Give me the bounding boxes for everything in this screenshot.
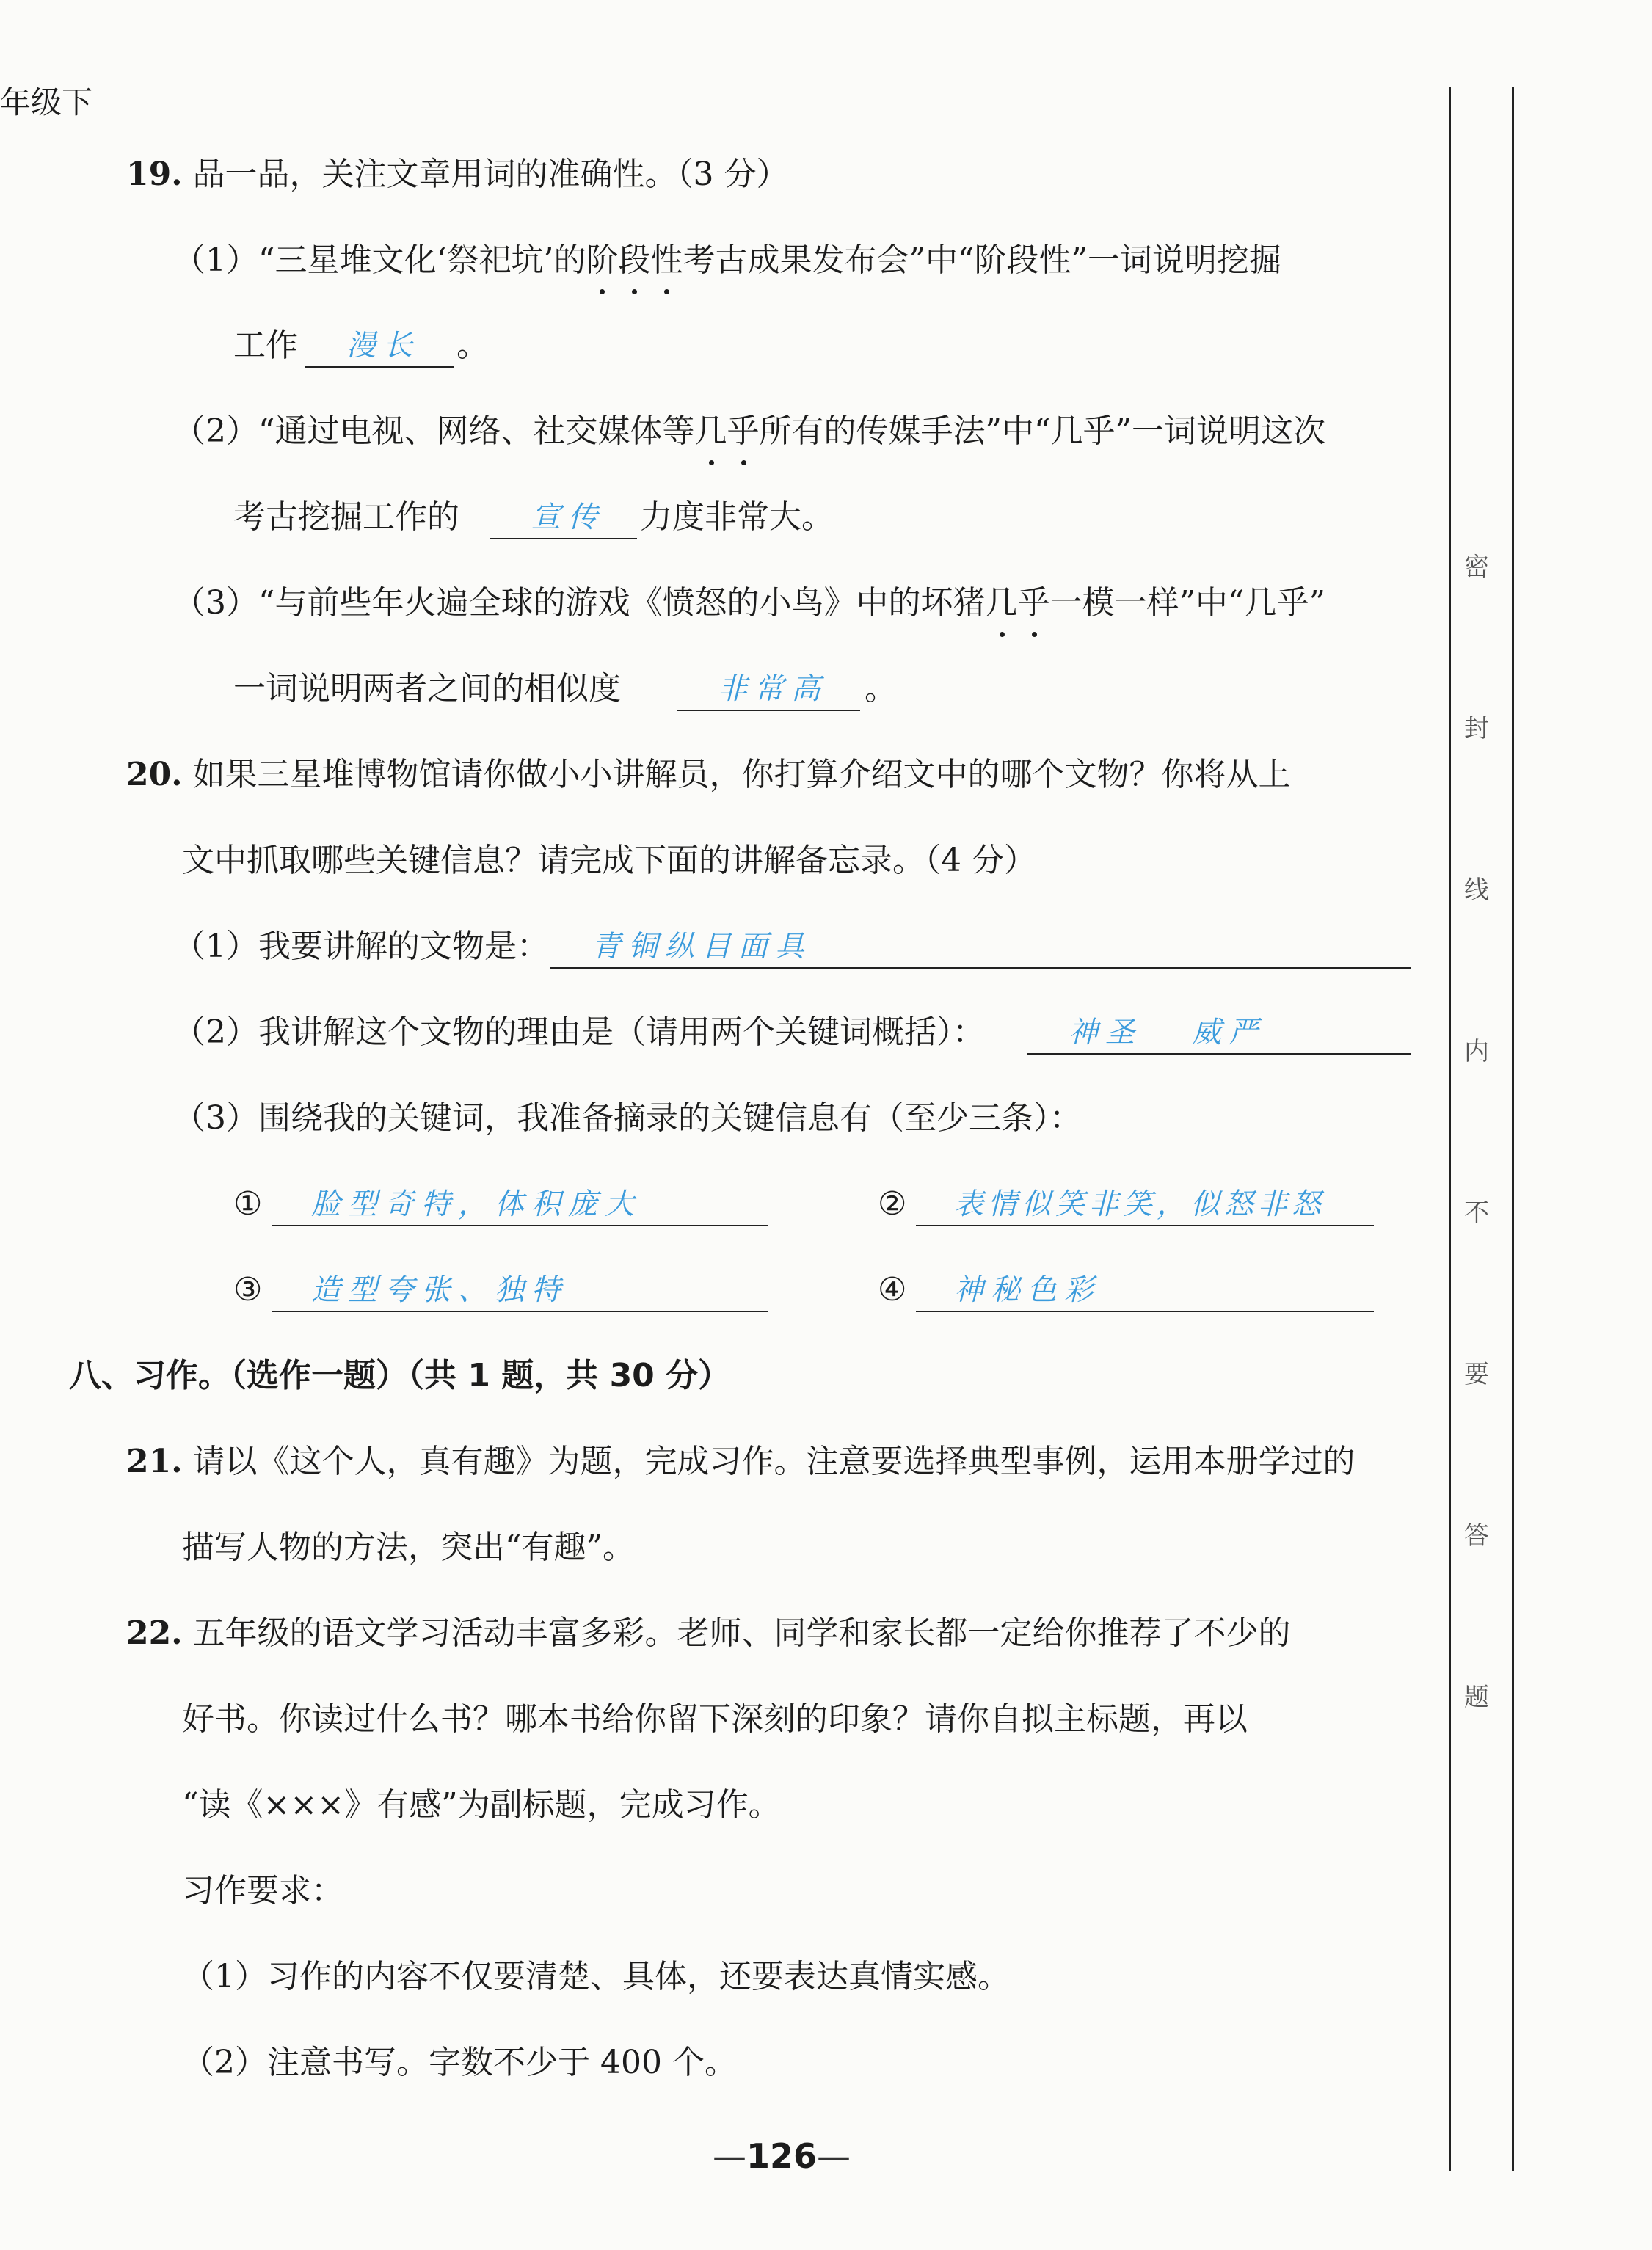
page-number-dash-right: — xyxy=(817,2136,851,2176)
question-text: 如果三星堆博物馆请你做小小讲解员，你打算介绍文中的哪个文物？你将从上 xyxy=(192,756,1291,793)
question-number: 22. xyxy=(126,1614,183,1652)
page-number xyxy=(661,2134,903,2178)
binding-line-outer xyxy=(1512,87,1514,2171)
question-21-line2: 描写人物的方法，突出“有趣”。 xyxy=(182,1529,635,1566)
text: 一模一样”中“几乎” xyxy=(1049,584,1325,622)
q19-part3-line2-suffix: 。 xyxy=(865,670,897,707)
binding-text-char: 题 xyxy=(1464,1683,1489,1712)
question-number: 19. xyxy=(126,156,183,193)
binding-text-char: 密 xyxy=(1464,553,1489,582)
emphasis-char: 几 xyxy=(695,409,727,454)
emphasis-char: 段 xyxy=(618,239,650,283)
q19-part2-line2-suffix: 力度非常大。 xyxy=(640,498,834,536)
question-text: 五年级的语文学习活动丰富多彩。老师、同学和家长都一定给你推荐了不少的 xyxy=(192,1614,1291,1652)
handwritten-answer-item-4: 神秘色彩 xyxy=(954,1273,1101,1307)
q19-part3-line2-prefix: 一词说明两者之间的相似度 xyxy=(233,670,621,707)
binding-text-char: 线 xyxy=(1464,875,1489,905)
handwritten-answer-relic: 青铜纵目面具 xyxy=(592,930,812,964)
text: （1）“三星堆文化‘祭祀坑’的 xyxy=(173,241,586,279)
section-8-title: 八、习作。（选作一题）（共 1 题，共 30 分） xyxy=(69,1357,731,1394)
emphasis-char: 阶 xyxy=(586,239,618,283)
handwritten-answer-2: 宣传 xyxy=(531,500,605,534)
writing-requirement-2: （2）注意书写。字数不少于 400 个。 xyxy=(182,2044,737,2081)
page-number-text: 126 xyxy=(746,2136,818,2176)
page-number-dash-left: — xyxy=(712,2136,746,2176)
emphasis-char: 乎 xyxy=(727,409,760,454)
handwritten-answer-1: 漫长 xyxy=(346,329,420,363)
q19-part2-line2-prefix: 考古挖掘工作的 xyxy=(233,498,459,536)
emphasis-char: 乎 xyxy=(1018,581,1050,625)
q19-part1-line2-prefix: 工作 xyxy=(233,327,298,364)
question-text: 品一品，关注文章用词的准确性。（3 分） xyxy=(192,156,789,193)
question-20-line2: 文中抓取哪些关键信息？请完成下面的讲解备忘录。（4 分） xyxy=(182,842,1036,879)
binding-text-char: 答 xyxy=(1464,1521,1489,1551)
emphasis-char: 性 xyxy=(650,239,683,283)
question-text: 请以《这个人，真有趣》为题，完成习作。注意要选择典型事例，运用本册学过的 xyxy=(192,1443,1356,1480)
question-number: 20. xyxy=(126,756,183,793)
q19-part1-line1 xyxy=(173,239,1281,283)
binding-text-char: 封 xyxy=(1464,714,1489,743)
header-grade-label: 年级下 xyxy=(0,84,93,120)
writing-requirements-title: 习作要求： xyxy=(182,1872,343,1909)
binding-text-char: 内 xyxy=(1464,1037,1489,1066)
question-21-line1 xyxy=(126,1440,1356,1484)
question-number: 21. xyxy=(126,1443,183,1480)
q20-sub3-label: （3）围绕我的关键词，我准备摘录的关键信息有（至少三条）： xyxy=(173,1099,1082,1137)
writing-requirement-1: （1）习作的内容不仅要清楚、具体，还要表达真情实感。 xyxy=(182,1958,1010,1995)
item-mark-3: ③ xyxy=(233,1271,263,1308)
question-22-line1 xyxy=(126,1612,1291,1656)
q19-part2-line1 xyxy=(173,409,1325,454)
q19-part3-line1 xyxy=(173,581,1325,625)
text: 所有的传媒手法”中“几乎”一词说明这次 xyxy=(759,412,1325,450)
q20-sub2-label: （2）我讲解这个文物的理由是（请用两个关键词概括）： xyxy=(173,1013,985,1051)
text: 考古成果发布会”中“阶段性”一词说明挖掘 xyxy=(683,241,1281,279)
question-20-line1 xyxy=(126,753,1291,797)
text: （2）“通过电视、网络、社交媒体等 xyxy=(173,412,695,450)
handwritten-answer-reason: 神圣 威严 xyxy=(1069,1016,1266,1049)
item-mark-1: ① xyxy=(233,1185,263,1223)
handwritten-answer-item-3: 造型夸张、独特 xyxy=(311,1273,568,1307)
question-22-line2: 好书。你读过什么书？哪本书给你留下深刻的印象？请你自拟主标题，再以 xyxy=(182,1700,1248,1738)
item-mark-2: ② xyxy=(878,1185,907,1223)
q20-sub1-label: （1）我要讲解的文物是： xyxy=(173,928,549,965)
emphasis-char: 几 xyxy=(986,581,1018,625)
handwritten-answer-item-2: 表情似笑非笑，似怒非怒 xyxy=(954,1187,1325,1221)
q19-part1-line2-suffix: 。 xyxy=(456,327,489,364)
question-19-title xyxy=(126,153,789,197)
binding-text-char: 不 xyxy=(1464,1198,1489,1228)
item-mark-4: ④ xyxy=(878,1271,907,1308)
binding-line-inner xyxy=(1449,87,1451,2171)
handwritten-answer-item-1: 脸型奇特，体积庞大 xyxy=(311,1187,641,1221)
question-22-line3: “读《×××》有感”为副标题，完成习作。 xyxy=(182,1786,781,1824)
binding-text-char: 要 xyxy=(1464,1360,1489,1389)
handwritten-answer-3: 非常高 xyxy=(718,672,828,706)
text: （3）“与前些年火遍全球的游戏《愤怒的小鸟》中的坏猪 xyxy=(173,584,986,622)
